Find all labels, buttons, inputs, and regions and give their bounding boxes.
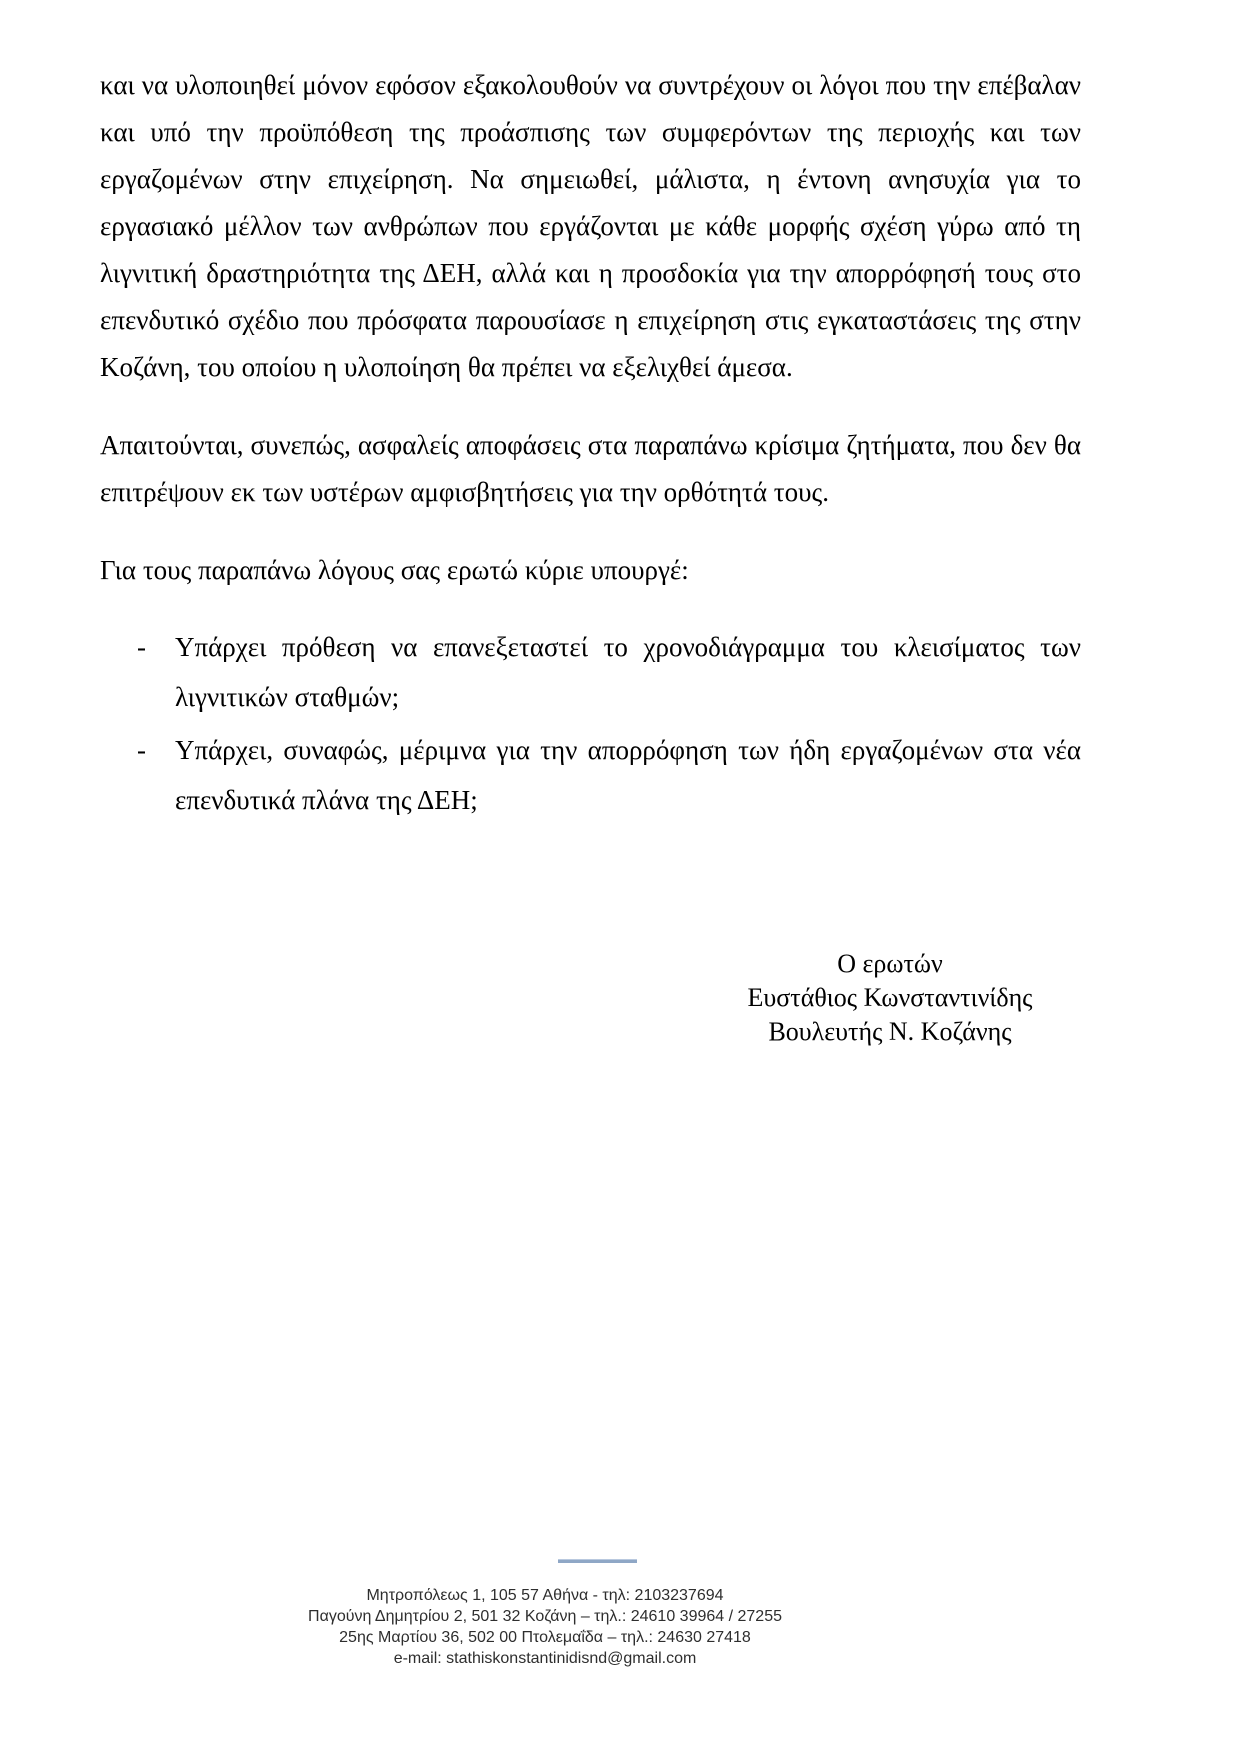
signature-name: Ευστάθιος Κωνσταντινίδης xyxy=(747,983,1033,1012)
question-item xyxy=(100,622,1081,722)
footer-address-kozani: Παγούνη Δημητρίου 2, 501 32 Κοζάνη – τηλ.: 24610 39964 / 27255 xyxy=(308,1608,782,1625)
footer-address-ptolemaida: 25ης Μαρτίου 36, 502 00 Πτολεμαΐδα – τηλ.: 24630 27418 xyxy=(339,1629,751,1646)
paragraph-continuation: και να υλοποιηθεί μόνον εφόσον εξακολουθούν να συντρέχουν οι λόγοι που την επέβαλαν και υπό την προϋπόθεση της προάσπισης των συμφερόντων της περιοχής και των εργαζομένων στην επιχείρηση. Να σημειωθεί, μάλιστα, η έντονη ανησυχία για το εργασιακό μέλλον των ανθρώπων που εργάζονται με κάθε μορφής σχέση γύρω από τη λιγνιτική δραστηριότητα της ΔΕΗ, αλλά και η προσδοκία για την απορρόφησή τους στο επενδυτικό σχέδιο που πρόσφατα παρουσίασε η επιχείρηση στις εγκαταστάσεις της στην Κοζάνη, του οποίου η υλοποίηση θα πρέπει να εξελιχθεί άμεσα. xyxy=(100,70,1081,382)
footer-divider xyxy=(558,1559,637,1563)
signature-title: Βουλευτής Ν. Κοζάνης xyxy=(768,1017,1012,1046)
page-footer xyxy=(145,1585,945,1669)
question-text: Υπάρχει, συναφώς, μέριμνα για την απορρόφηση των ήδη εργαζομένων στα νέα επενδυτικά πλάνα της ΔΕΗ; xyxy=(175,735,1081,815)
signature-role: Ο ερωτών xyxy=(837,949,943,978)
question-text: Υπάρχει πρόθεση να επανεξεταστεί το χρονοδιάγραμμα του κλεισίματος των λιγνιτικών σταθμών; xyxy=(175,632,1081,712)
letter-body xyxy=(100,62,1081,1049)
footer-email: e-mail: stathiskonstantinidisnd@gmail.com xyxy=(393,1650,697,1667)
bullet-dash-marker: - xyxy=(137,735,146,765)
paragraph-demands: Απαιτούνται, συνεπώς, ασφαλείς αποφάσεις στα παραπάνω κρίσιμα ζητήματα, που δεν θα επιτρέψουν εκ των υστέρων αμφισβητήσεις για την ορθότητά τους. xyxy=(100,430,1081,507)
question-list xyxy=(100,622,1081,825)
question-item xyxy=(100,725,1081,825)
footer-address-athens: Μητροπόλεως 1, 105 57 Αθήνα - τηλ: 2103237694 xyxy=(366,1587,724,1604)
paragraph-question-intro: Για τους παραπάνω λόγους σας ερωτώ κύριε υπουργέ: xyxy=(100,555,689,585)
signature-block xyxy=(690,947,1090,1049)
bullet-dash-marker: - xyxy=(137,632,146,662)
